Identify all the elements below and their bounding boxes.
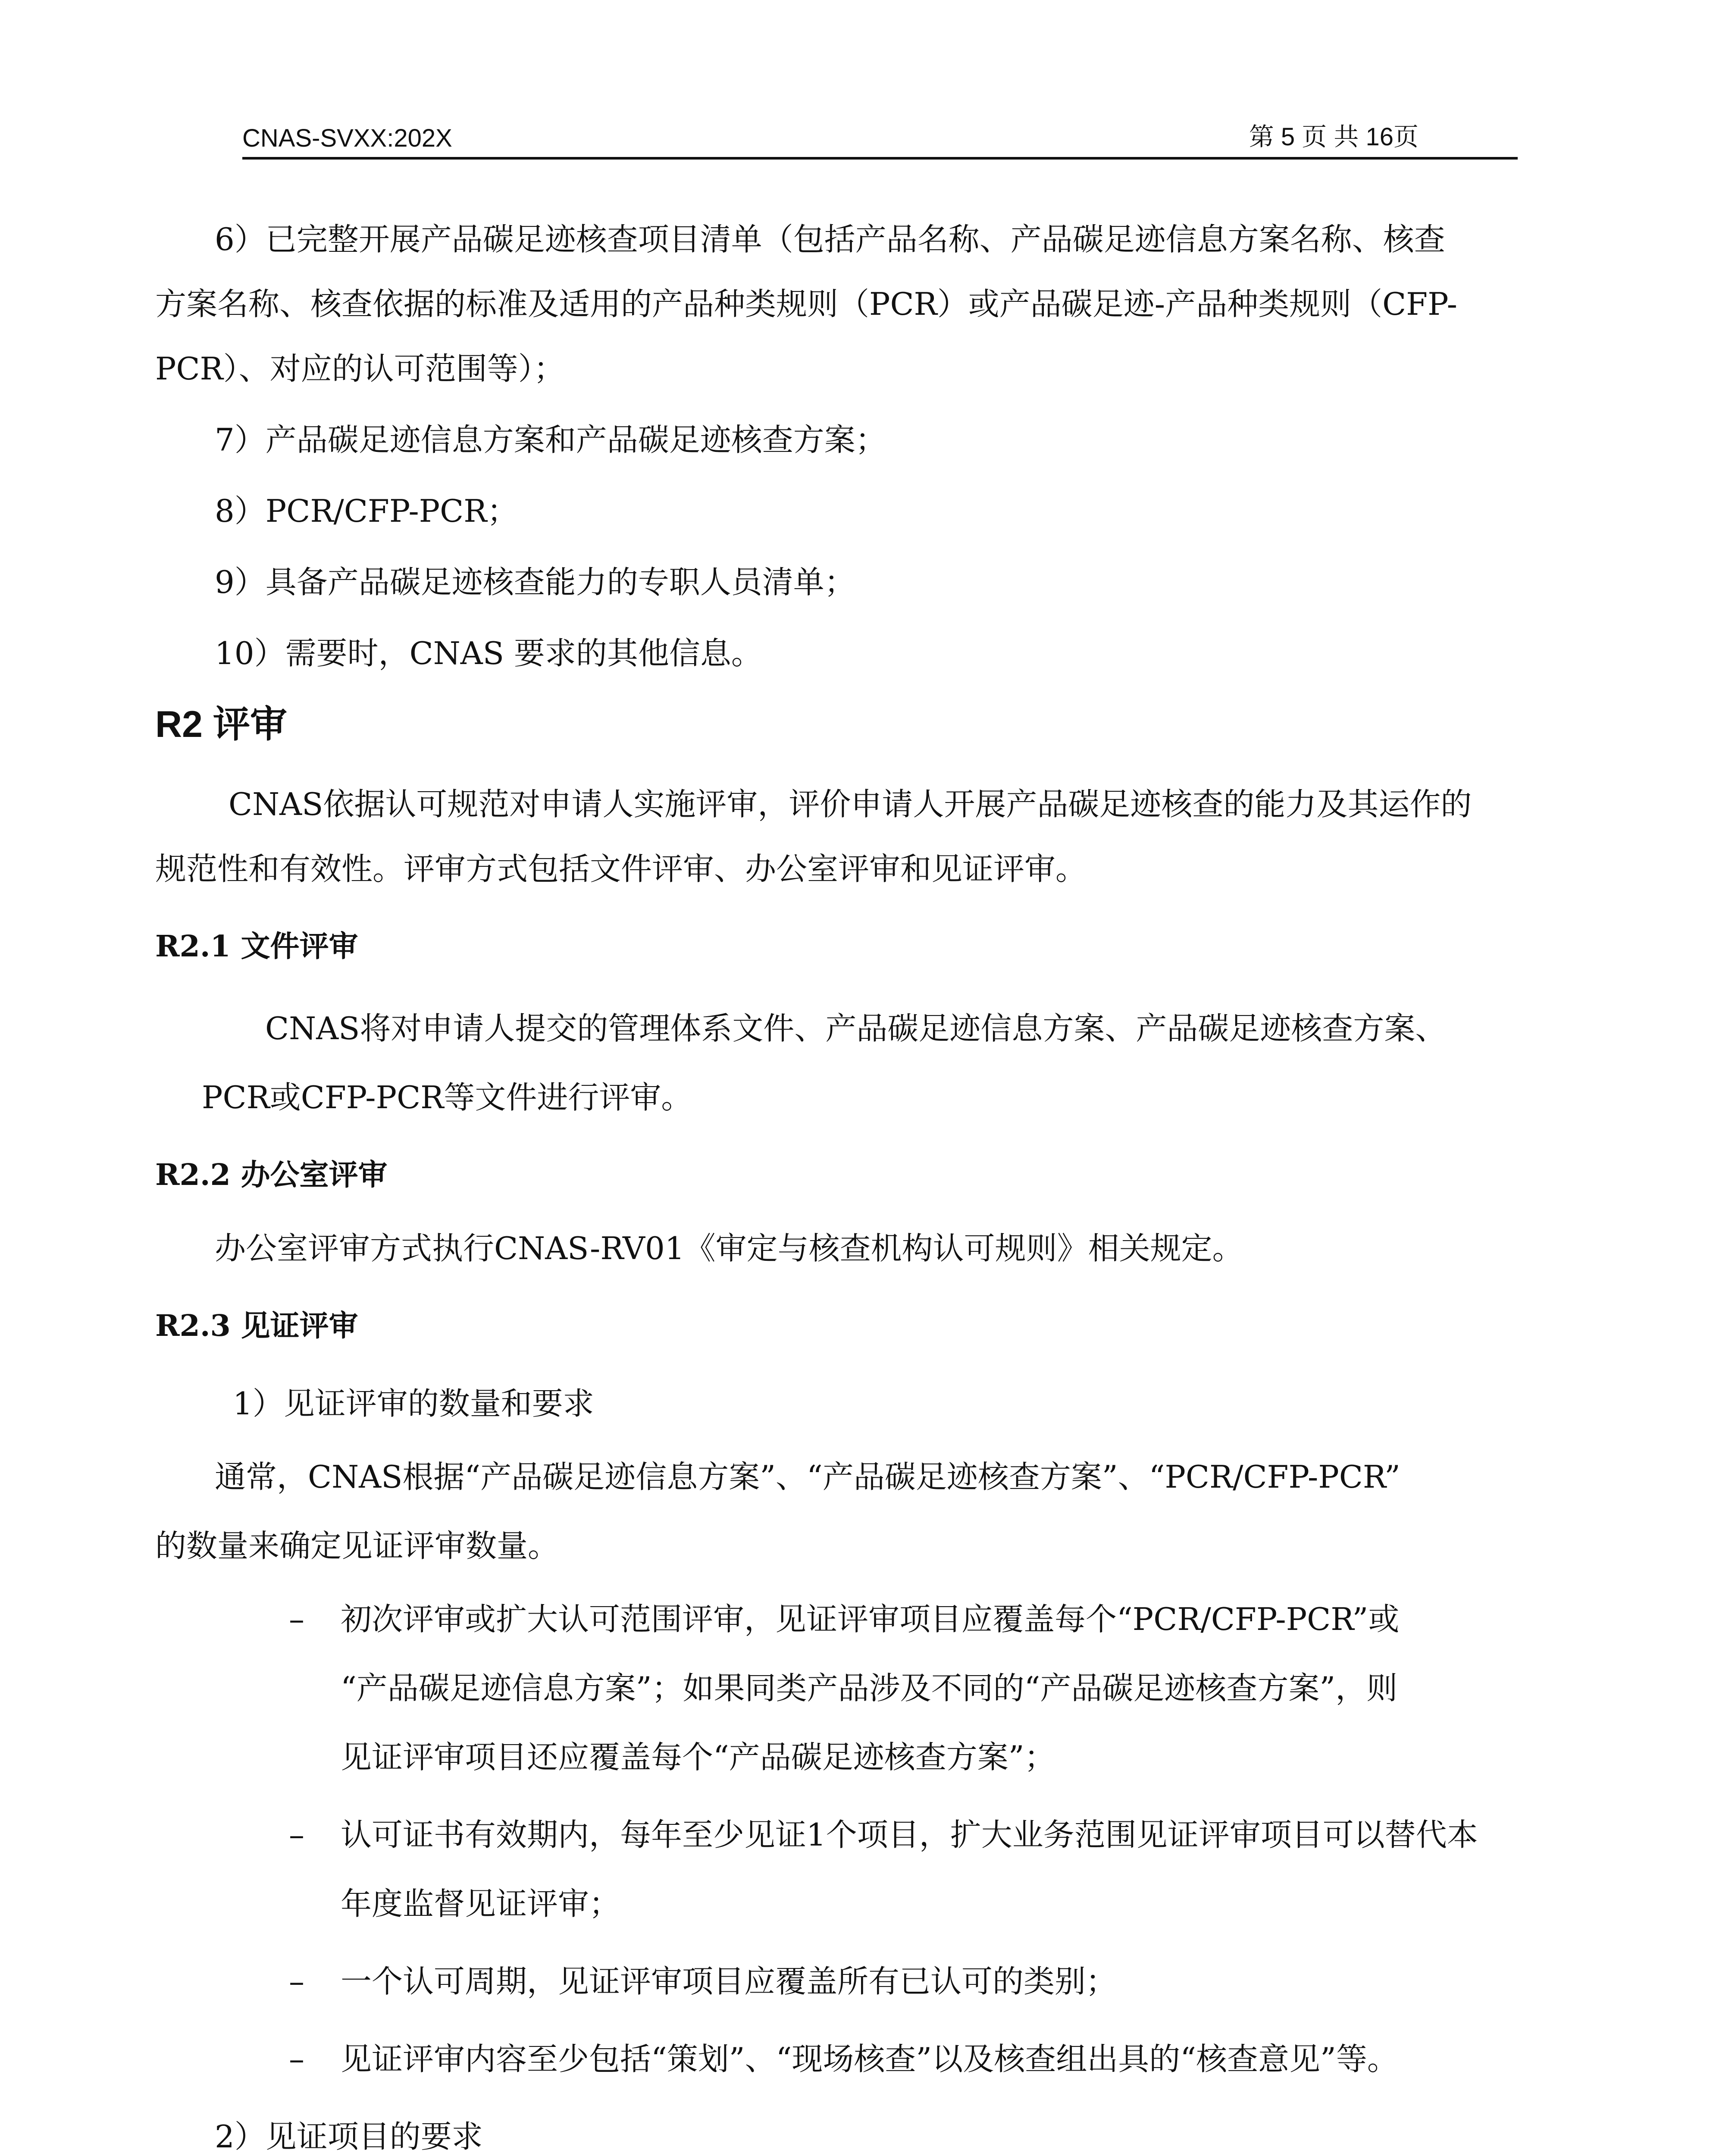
r2-3-para-line1: 通常，CNAS根据“产品碳足迹信息方案”、“产品碳足迹核查方案”、“PCR/CFP-PCR” bbox=[215, 1459, 1400, 1495]
bullet-1-line1: 初次评审或扩大认可范围评审，见证评审项目应覆盖每个“PCR/CFP-PCR”或 bbox=[341, 1601, 1400, 1637]
bullet-1-line2: “产品碳足迹信息方案”；如果同类产品涉及不同的“产品碳足迹核查方案”，则 bbox=[341, 1670, 1398, 1706]
r2-2-line1: 办公室评审方式执行CNAS-RV01《审定与核查机构认可规则》相关规定。 bbox=[215, 1230, 1243, 1266]
list-item-9: 9）具备产品碳足迹核查能力的专职人员清单； bbox=[215, 564, 855, 600]
bullet-1-line3: 见证评审项目还应覆盖每个“产品碳足迹核查方案”； bbox=[341, 1739, 1055, 1775]
section-title-r2-2: R2.2 办公室评审 bbox=[155, 1158, 388, 1192]
list-item-6-line2: 方案名称、核查依据的标准及适用的产品种类规则（PCR）或产品碳足迹-产品种类规则（CFP- bbox=[155, 286, 1457, 322]
bullet-dash: – bbox=[289, 1963, 304, 1999]
r2-3-item2-title: 2）见证项目的要求 bbox=[215, 2118, 483, 2155]
r2-intro-line2: 规范性和有效性。评审方式包括文件评审、办公室评审和见证评审。 bbox=[155, 851, 1087, 887]
page-number: 第 5 页 共 16页 bbox=[1249, 123, 1419, 151]
r2-1-line1: CNAS将对申请人提交的管理体系文件、产品碳足迹信息方案、产品碳足迹核查方案、 bbox=[265, 1010, 1447, 1047]
r2-1-line2: PCR或CFP-PCR等文件进行评审。 bbox=[202, 1079, 692, 1116]
section-title-r2-3: R2.3 见证评审 bbox=[155, 1309, 358, 1343]
bullet-2-line1: 认可证书有效期内，每年至少见证1个项目，扩大业务范围见证评审项目可以替代本 bbox=[341, 1817, 1478, 1853]
section-title-r2: R2 评审 bbox=[155, 704, 287, 745]
list-item-8: 8）PCR/CFP-PCR； bbox=[215, 493, 518, 529]
bullet-2-line2: 年度监督见证评审； bbox=[341, 1886, 620, 1922]
bullet-dash: – bbox=[289, 1601, 304, 1637]
bullet-dash: – bbox=[289, 1817, 304, 1853]
bullet-3-line1: 一个认可周期，见证评审项目应覆盖所有已认可的类别； bbox=[341, 1963, 1117, 1999]
r2-intro-line1: CNAS依据认可规范对申请人实施评审，评价申请人开展产品碳足迹核查的能力及其运作的 bbox=[229, 786, 1472, 822]
bullet-4-line1: 见证评审内容至少包括“策划”、“现场核查”以及核查组出具的“核查意见”等。 bbox=[341, 2041, 1398, 2077]
r2-3-item1-title: 1）见证评审的数量和要求 bbox=[233, 1385, 594, 1422]
list-item-6-line1: 6）已完整开展产品碳足迹核查项目清单（包括产品名称、产品碳足迹信息方案名称、核查 bbox=[215, 221, 1445, 257]
bullet-dash: – bbox=[289, 2041, 304, 2077]
list-item-6-line3: PCR）、对应的认可范围等）； bbox=[155, 351, 565, 387]
r2-3-para-line2: 的数量来确定见证评审数量。 bbox=[155, 1528, 559, 1564]
section-title-r2-1: R2.1 文件评审 bbox=[155, 929, 358, 964]
doc-code: CNAS-SVXX:202X bbox=[242, 124, 452, 152]
list-item-10: 10）需要时，CNAS 要求的其他信息。 bbox=[215, 635, 762, 671]
page-header bbox=[242, 122, 1518, 160]
list-item-7: 7）产品碳足迹信息方案和产品碳足迹核查方案； bbox=[215, 422, 886, 458]
